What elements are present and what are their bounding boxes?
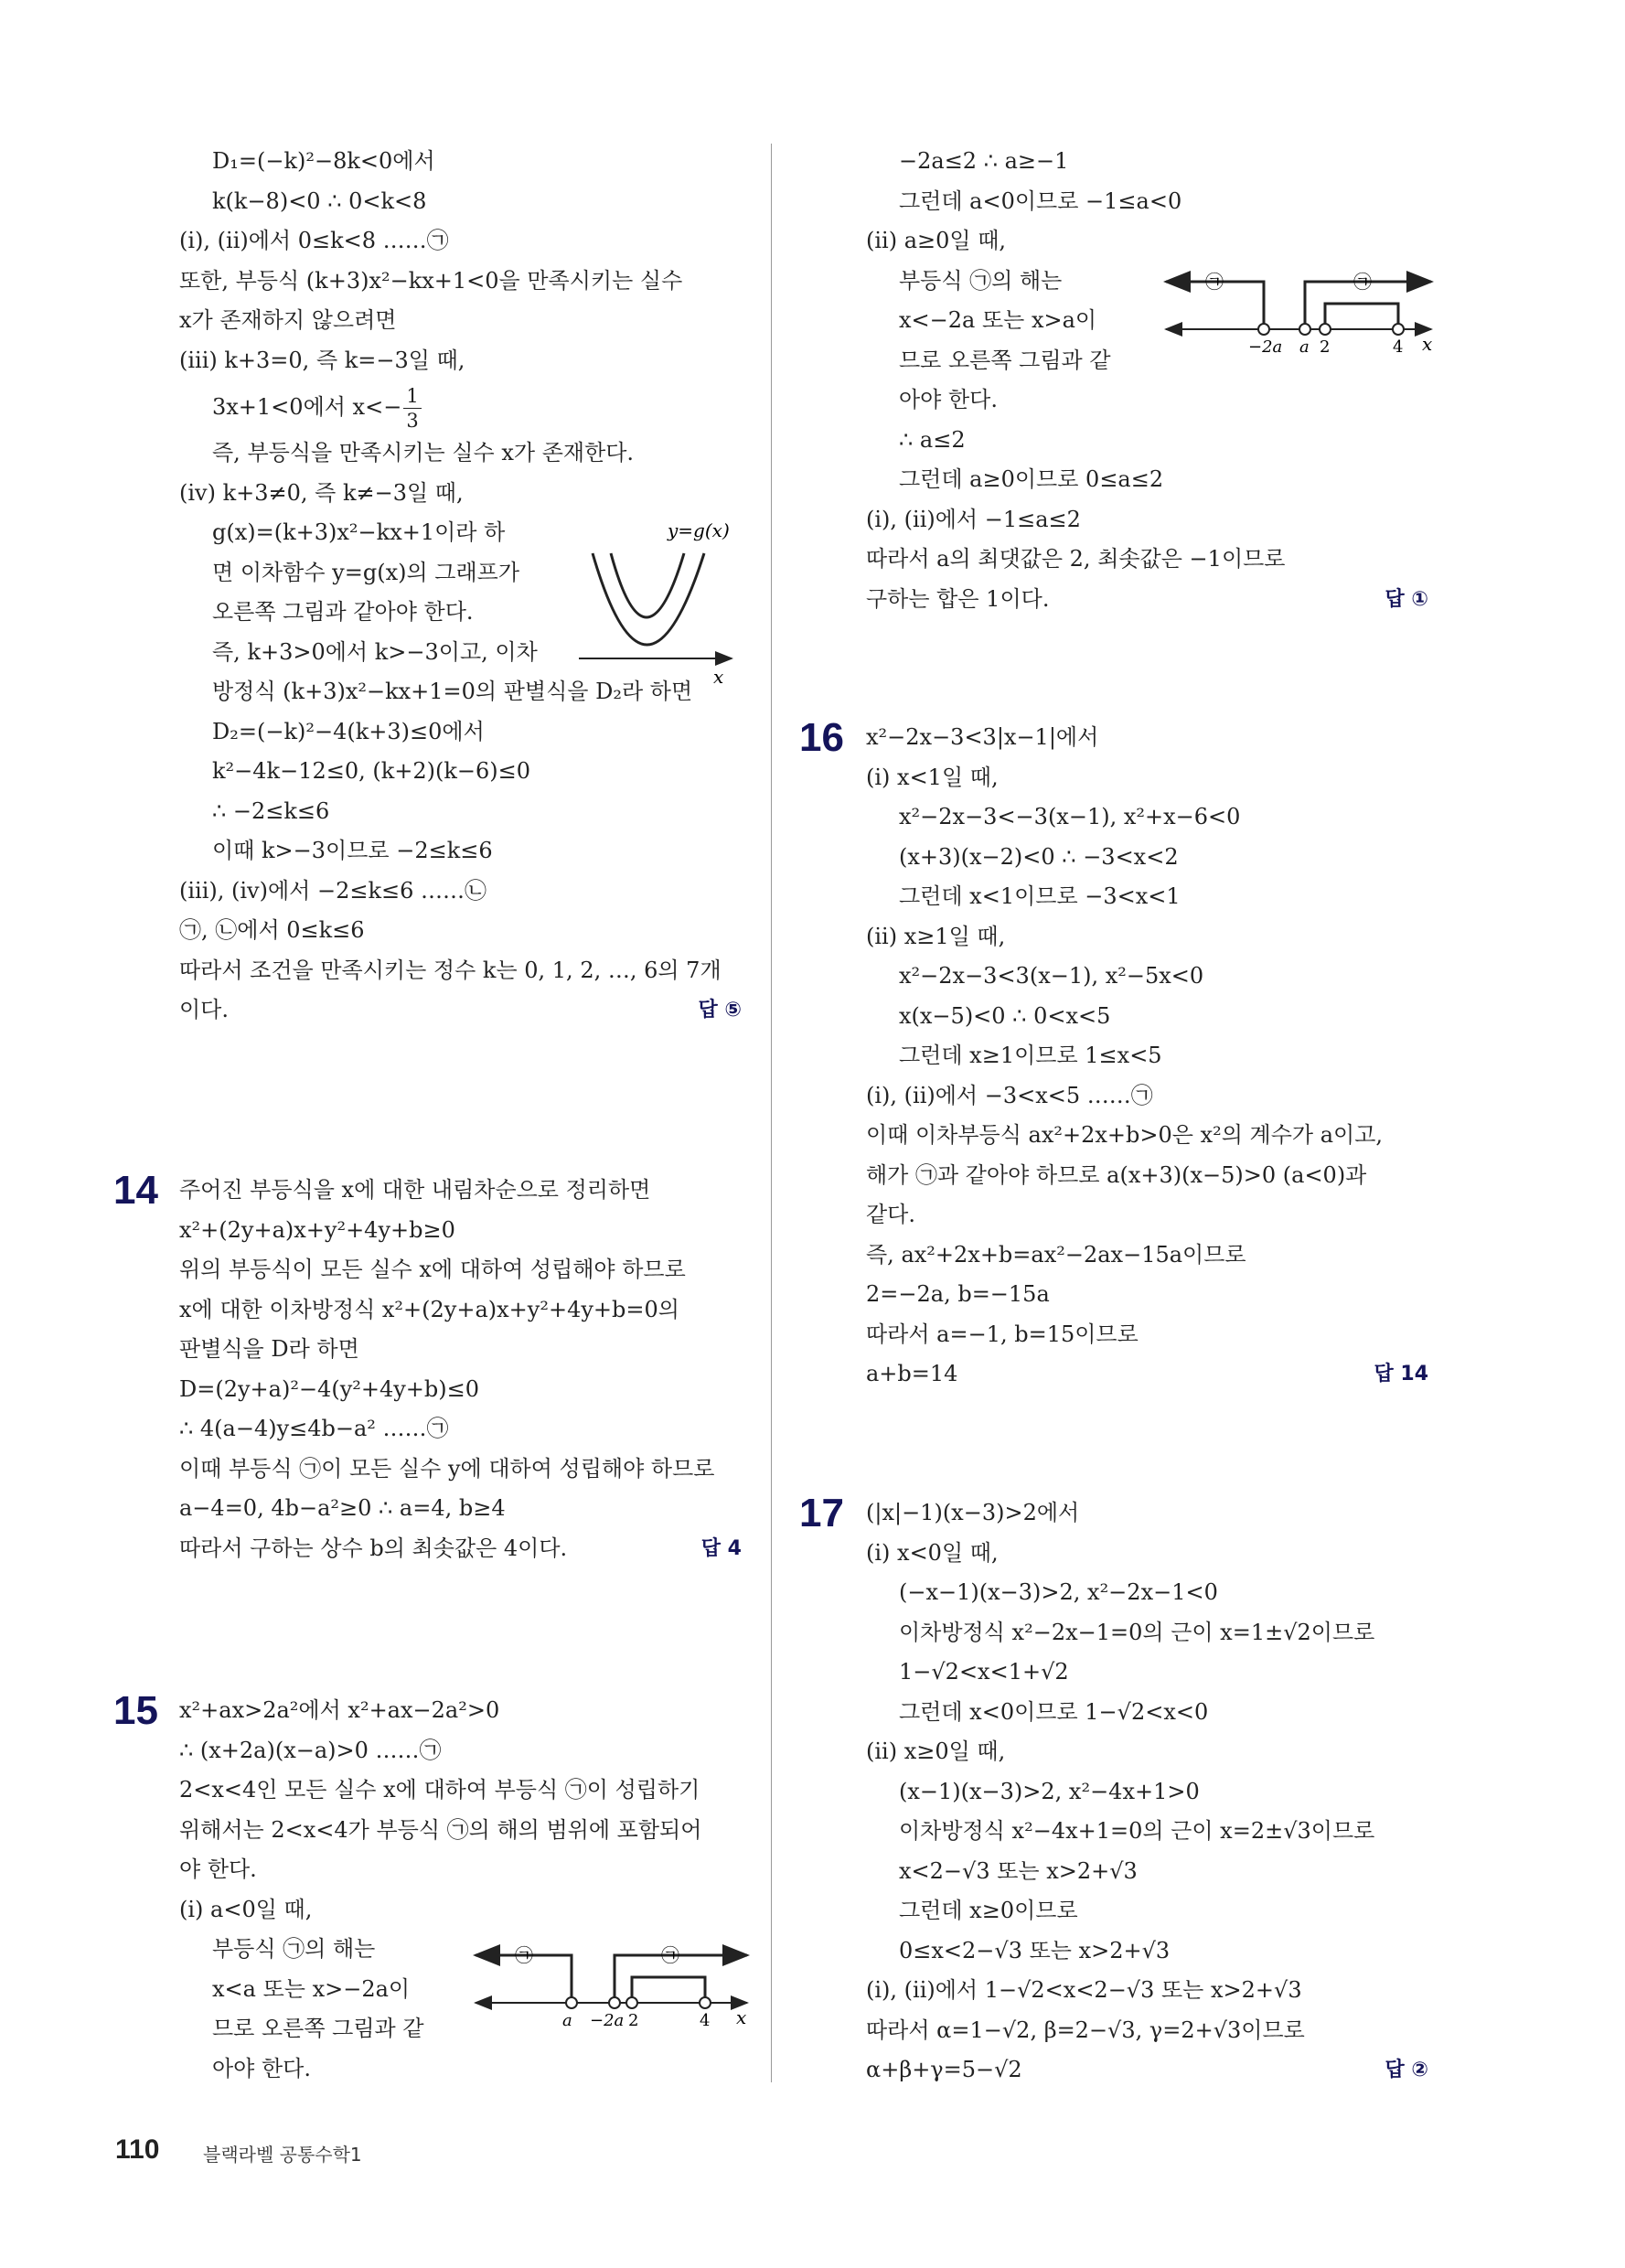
line-text: 0≤x<2−√3 또는 x>2+√3 [899,1937,1171,1963]
number-line-diagram-a-negative [462,1920,754,2039]
line-text: (iv) k+3≠0, 즉 k≠−3일 때, [179,479,464,506]
line-text: (ii) x≥1일 때, [866,923,1006,949]
tick-label: 4 [700,2011,711,2030]
line-text: (i) a<0일 때, [179,1896,313,1922]
solution-line [179,433,742,474]
line-text: 오른쪽 그림과 같아야 한다. [212,599,474,625]
line-text: 2<x<4인 모든 실수 x에 대하여 부등식 ㉠이 성립하기 [179,1777,700,1803]
line-text: 3x+1<0에서 x<− [212,394,402,420]
solution-line [866,1852,1428,1892]
axis-label: x [713,666,724,688]
line-text: 따라서 a의 최댓값은 2, 최솟값은 −1이므로 [866,546,1286,572]
answer-mark: 답 ① [1384,587,1428,611]
line-text: x<a 또는 x>−2a이 [212,1975,411,2002]
line-text: 그런데 x≥0이므로 [899,1898,1078,1923]
problem-number-17: 17 [799,1491,844,1535]
solution-16 [866,718,1428,1395]
tick-label: −2a [1248,337,1283,357]
line-text: (|x|−1)(x−3)>2에서 [866,1500,1080,1525]
solution-line [179,1370,742,1410]
line-text: 즉, k+3>0에서 k>−3이고, 이차 [212,638,538,665]
solution-line [179,380,742,433]
solution-line [866,2011,1428,2051]
line-text: x²+(2y+a)x+y²+4y+b≥0 [179,1216,455,1243]
line-text: (iii), (iv)에서 −2≤k≤6 ……㉡ [179,877,487,904]
line-text: 해가 ㉠과 같아야 하므로 a(x+3)(x−5)>0 (a<0)과 [866,1161,1367,1188]
line-text: 이때 부등식 ㉠이 모든 실수 y에 대하여 성립해야 하므로 [179,1455,715,1482]
line-text: 부등식 ㉠의 해는 [899,267,1063,294]
solution-line [866,1534,1428,1574]
solution-line [179,752,742,792]
problem-number-14: 14 [113,1168,158,1213]
line-text: (i), (ii)에서 1−√2<x<2−√3 또는 x>2+√3 [866,1977,1302,2003]
line-text: 이때 이차부등식 ax²+2x+b>0은 x²의 계수가 a이고, [866,1122,1384,1148]
line-text: (i), (ii)에서 −1≤a≤2 [866,506,1081,532]
region-mark: ㉠ [1353,271,1372,293]
line-text: 따라서 조건을 만족시키는 정수 k는 0, 1, 2, …, 6의 7개 [179,957,722,983]
line-text: 구하는 합은 1이다. [866,585,1050,612]
solution-line [866,957,1428,997]
line-text: 아야 한다. [212,2055,311,2081]
solution-line [866,460,1428,500]
line-text: 그런데 a≥0이므로 0≤a≤2 [899,466,1164,492]
solution-line [179,1330,742,1370]
line-text: x²−2x−3<−3(x−1), x²+x−6<0 [899,804,1241,829]
line-text: 또한, 부등식 (k+3)x²−kx+1<0을 만족시키는 실수 [179,267,683,294]
solution-line [866,1354,1428,1395]
line-text: a+b=14 [866,1361,958,1386]
line-text: ∴ (x+2a)(x−a)>0 ……㉠ [179,1737,442,1763]
tick-label: 2 [628,2011,639,2030]
solution-line [179,1211,742,1251]
solution-line [866,718,1428,758]
axis-label: x [736,2006,747,2028]
solution-line [179,1250,742,1290]
solution-line [866,1493,1428,1534]
line-text: (i), (ii)에서 −3<x<5 ……㉠ [866,1082,1153,1108]
solution-line [866,1156,1428,1196]
column-divider [771,144,772,2082]
solution-line [866,1236,1428,1276]
line-text: g(x)=(k+3)x²−kx+1이라 하 [212,519,506,545]
line-text: x²−2x−3<3|x−1|에서 [866,724,1099,750]
solution-line [866,540,1428,580]
solution-line [866,1573,1428,1613]
line-text: α+β+γ=5−√2 [866,2057,1022,2082]
solution-line [866,1613,1428,1653]
solution-line [179,1771,742,1811]
solution-line [866,1891,1428,1931]
solution-line [866,1931,1428,1972]
book-title: 블랙라벨 공통수학1 [203,2144,362,2166]
line-text: x에 대한 이차방정식 x²+(2y+a)x+y²+4y+b=0의 [179,1296,679,1322]
line-text: 방정식 (k+3)x²−kx+1=0의 판별식을 D₂라 하면 [212,679,693,704]
line-text: k(k−8)<0 ∴ 0<k<8 [212,187,427,214]
solution-15-continued [866,142,1428,619]
line-text: (i) x<1일 때, [866,764,999,790]
line-text: 같다. [866,1202,915,1227]
solution-line [179,990,742,1031]
line-text: ∴ a≤2 [899,426,966,453]
line-text: 그런데 x≥1이므로 1≤x<5 [899,1043,1162,1068]
solution-line [866,797,1428,838]
solution-14 [179,1171,742,1568]
region-mark: ㉠ [515,1944,533,1966]
solution-line [179,951,742,991]
solution-line [179,1731,742,1771]
solution-line [179,1691,742,1731]
answer-mark: 답 ② [1384,2059,1428,2081]
line-text: 므로 오른쪽 그림과 같 [899,347,1111,373]
line-text: 위해서는 2<x<4가 부등식 ㉠의 해의 범위에 포함되어 [179,1816,702,1843]
solution-line [179,1489,742,1529]
line-text: ∴ 4(a−4)y≤4b−a² ……㉠ [179,1416,449,1441]
problem-number-16: 16 [799,715,844,760]
tick-label: 2 [1320,337,1331,357]
axis-label: x [1422,333,1433,355]
line-text: x²−2x−3<3(x−1), x²−5x<0 [899,963,1204,989]
line-text: 그런데 x<1이므로 −3<x<1 [899,883,1181,909]
problem-number-15: 15 [113,1688,158,1733]
solution-line [866,917,1428,957]
solution-line [866,1971,1428,2011]
tick-label: a [562,2011,572,2030]
solution-line [866,1116,1428,1156]
fraction [403,384,421,433]
solution-line [866,380,1428,421]
solution-line [866,877,1428,917]
line-text: 즉, 부등식을 만족시키는 실수 x가 존재한다. [212,440,635,465]
line-text: (−x−1)(x−3)>2, x²−2x−1<0 [899,1579,1218,1605]
line-text: x²+ax>2a²에서 x²+ax−2a²>0 [179,1697,500,1723]
line-text: D₁=(−k)²−8k<0에서 [212,148,435,174]
solution-line [866,1653,1428,1693]
answer-mark: 답 14 [1374,1363,1428,1385]
curve-label: y=g(x) [668,519,730,541]
tick-label: 4 [1393,337,1404,357]
line-text: 아야 한다. [899,387,998,412]
line-text: (i) x<0일 때, [866,1539,999,1566]
line-text: 따라서 구하는 상수 b의 최솟값은 4이다. [179,1535,568,1561]
solution-line [179,301,742,341]
number-line-diagram-a-nonnegative [1143,247,1436,366]
solution-line [866,142,1428,182]
solution-line [866,2050,1428,2091]
region-mark: ㉠ [1205,271,1224,293]
solution-line [179,1171,742,1211]
line-text: (ii) x≥0일 때, [866,1738,1006,1764]
solution-line [866,421,1428,461]
line-text: D=(2y+a)²−4(y²+4y+b)≤0 [179,1375,480,1402]
parabola-inner [611,553,684,617]
line-text: 주어진 부등식을 x에 대한 내림차순으로 정리하면 [179,1177,651,1203]
solution-line [866,1195,1428,1236]
fraction-denominator: 3 [406,410,419,432]
line-text: 이때 k>−3이므로 −2≤k≤6 [212,838,493,863]
answer-mark: 답 4 [700,1536,742,1560]
solution-line [866,1812,1428,1852]
line-text: 므로 오른쪽 그림과 같 [212,2016,424,2041]
line-text: 따라서 a=−1, b=15이므로 [866,1321,1139,1347]
solution-line [179,1850,742,1890]
solution-line [866,1772,1428,1813]
line-text: 위의 부등식이 모든 실수 x에 대하여 성립해야 하므로 [179,1257,686,1282]
solution-line [866,838,1428,878]
line-text: (x+3)(x−2)<0 ∴ −3<x<2 [899,843,1179,870]
solution-line [179,262,742,302]
solution-line [866,1275,1428,1315]
line-text: k²−4k−12≤0, (k+2)(k−6)≤0 [212,758,531,784]
line-text: 그런데 x<0이므로 1−√2<x<0 [899,1698,1209,1725]
solution-line [179,872,742,912]
line-text: 면 이차함수 y=g(x)의 그래프가 [212,559,520,585]
line-text: −2a≤2 ∴ a≥−1 [899,148,1069,174]
solution-line [179,142,742,182]
solution-line [866,758,1428,798]
solution-line [866,500,1428,540]
line-text: a−4=0, 4b−a²≥0 ∴ a=4, b≥4 [179,1495,506,1521]
solution-line [179,341,742,381]
tick-label: −2a [590,2011,625,2030]
solution-line [179,792,742,832]
page-number: 110 [115,2134,160,2165]
line-text: D₂=(−k)²−4(k+3)≤0에서 [212,718,485,744]
solution-line [866,182,1428,222]
solution-17 [866,1493,1428,2091]
solution-line [179,1811,742,1851]
solution-line [866,580,1428,620]
line-text: (i), (ii)에서 0≤k<8 ……㉠ [179,228,449,253]
fraction-numerator: 1 [403,384,421,409]
line-text: 그런데 a<0이므로 −1≤a<0 [899,187,1182,214]
solution-line [866,1315,1428,1355]
line-text: 이다. [179,997,229,1022]
solution-line [179,1290,742,1331]
line-text: (x−1)(x−3)>2, x²−4x+1>0 [899,1778,1200,1804]
solution-line [179,221,742,262]
answer-mark: 답 ⑤ [698,999,742,1022]
line-text: x<2−√3 또는 x>2+√3 [899,1857,1138,1884]
region-mark: ㉠ [661,1944,679,1966]
solution-line [179,911,742,951]
solution-line [179,182,742,222]
solution-line [866,1076,1428,1117]
line-text: 1−√2<x<1+√2 [899,1659,1069,1685]
solution-line [866,1693,1428,1733]
solution-line [179,1450,742,1490]
line-text: x<−2a 또는 x>a이 [899,307,1097,333]
solution-line [866,997,1428,1037]
line-text: (ii) a≥0일 때, [866,228,1007,253]
line-text: x가 존재하지 않으려면 [179,307,397,333]
line-text: (iii) k+3=0, 즉 k=−3일 때, [179,347,465,373]
solution-line [866,1732,1428,1772]
line-text: ㉠, ㉡에서 0≤k≤6 [179,917,365,943]
solution-line [866,1036,1428,1076]
tick-label: a [1299,337,1310,357]
solution-line [179,1529,742,1569]
line-text: 야 한다. [179,1856,257,1882]
line-text: ∴ −2≤k≤6 [212,797,330,824]
line-text: 따라서 α=1−√2, β=2−√3, γ=2+√3이므로 [866,2017,1305,2043]
line-text: 이차방정식 x²−4x+1=0의 근이 x=2±√3이므로 [899,1818,1375,1844]
line-text: 즉, ax²+2x+b=ax²−2ax−15a이므로 [866,1241,1246,1268]
solution-line [179,1409,742,1450]
solution-line [179,831,742,872]
line-text: 부등식 ㉠의 해는 [212,1936,376,1962]
solution-line [179,474,742,514]
solution-line [179,712,742,753]
line-text: 2=−2a, b=−15a [866,1281,1050,1307]
parabola-graph [576,517,750,686]
line-text: 이차방정식 x²−2x−1=0의 근이 x=1±√2이므로 [899,1619,1375,1645]
line-text: x(x−5)<0 ∴ 0<x<5 [899,1002,1111,1029]
line-text: 판별식을 D라 하면 [179,1336,359,1362]
solution-line [179,2049,742,2090]
parabola-outer [593,553,704,645]
